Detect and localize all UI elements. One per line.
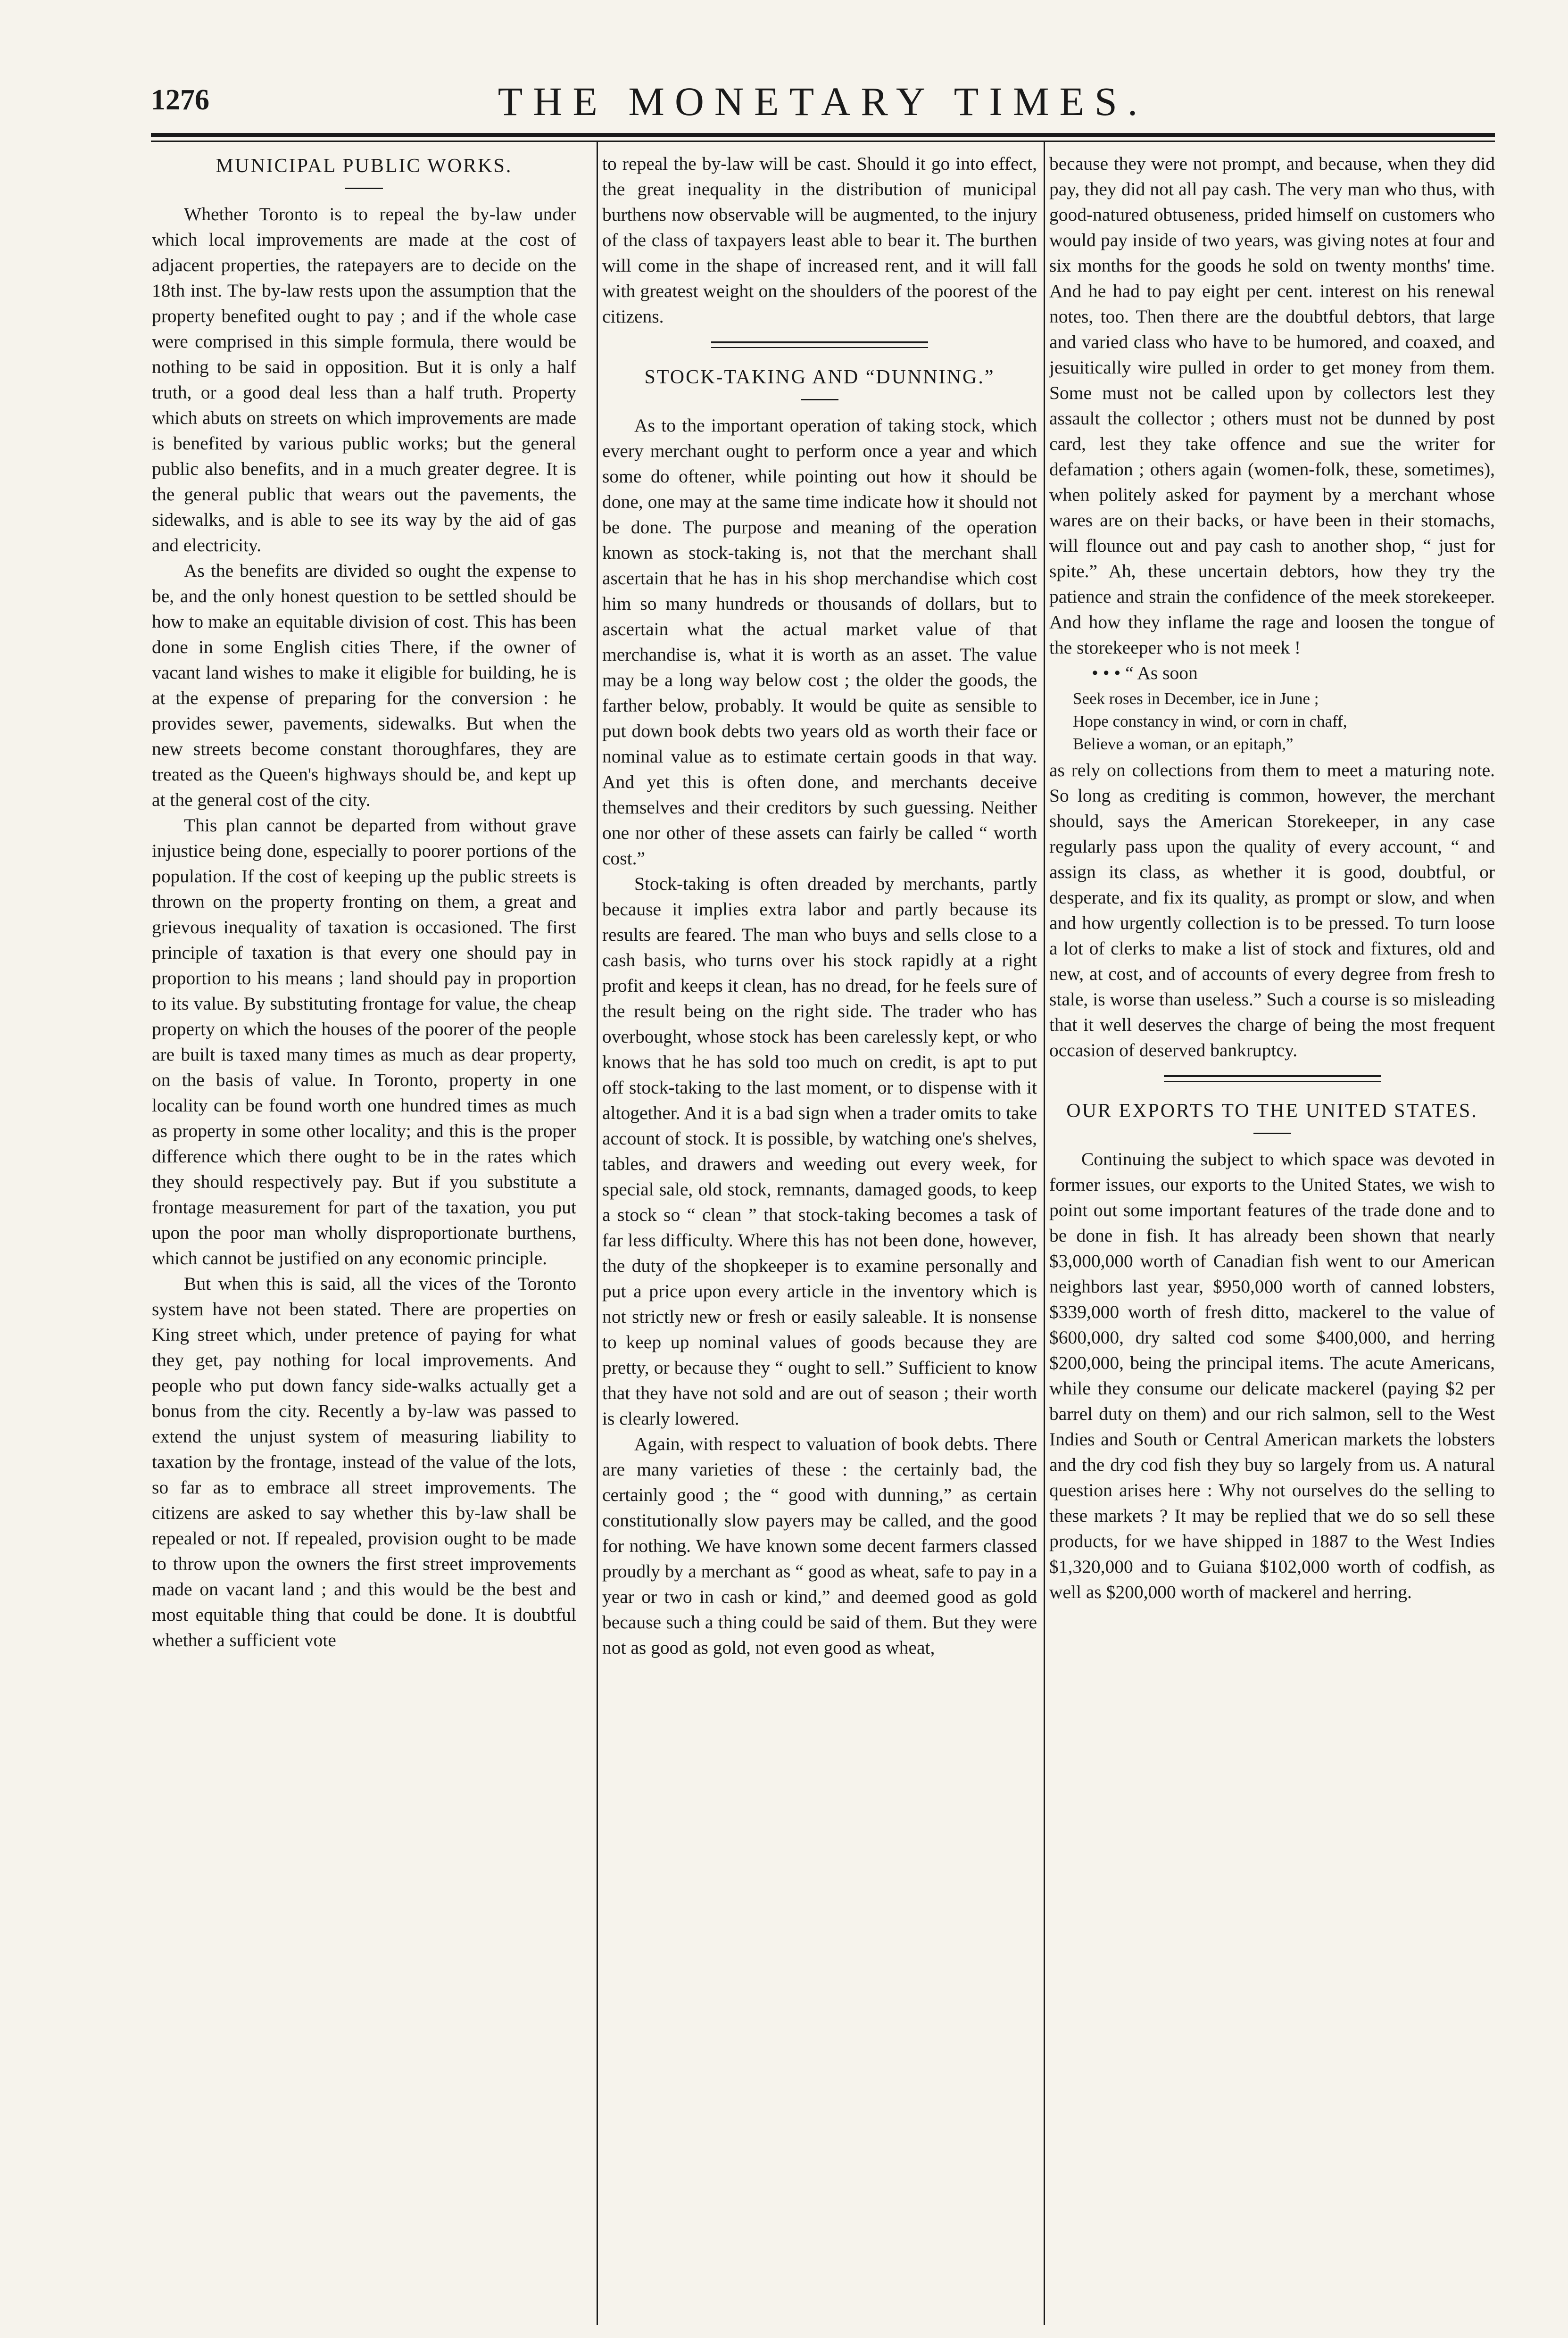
- verse-line: Seek roses in December, ice in June ;: [1073, 689, 1319, 708]
- column-1: [152, 151, 576, 2330]
- verse-quote: [1049, 688, 1495, 755]
- paragraph: Again, with respect to valuation of book debts. There are many varieties of these : the certainly bad, the certainly good ; the “ good with dunning,” as certain constitutionally slow payers may be called, and the good for nothing. We have known some decent farmers classed proudly by a merchant as “ good as wheat, safe to pay in a year or two in cash or kind,” and deemed good as gold because such a thing could be said of them. But they were not as good as gold, not even good as wheat,: [602, 1434, 1037, 1658]
- verse-line: Believe a woman, or an epitaph,”: [1073, 735, 1294, 753]
- article-heading-stock-taking: STOCK-TAKING AND “DUNNING.”: [644, 366, 995, 388]
- article-heading-exports: OUR EXPORTS TO THE UNITED STATES.: [1066, 1100, 1478, 1122]
- column-divider-1: [597, 141, 598, 2325]
- verse-line: Hope constancy in wind, or corn in chaff,: [1073, 712, 1347, 730]
- paragraph: Whether Toronto is to repeal the by-law under which local improvements are made at the cost of adjacent properties, the ratepayers are to decide on the 18th inst. The by-law rests upon the assumption that the property benefited ought to pay ; and if the whole case were comprised in this simple formula, there would be nothing to be said in opposition. But it is only a half truth, or a good deal less than a half truth. Property which abuts on streets on which improvements are made is benefited by various public works; but the general public also benefits, and in a much greater degree. It is the general public that wears out the pavements, the sidewalks, and is able to see its way by the aid of gas and electricity.: [152, 204, 576, 555]
- paragraph: This plan cannot be departed from without grave injustice being done, especially to poorer portions of the population. If the cost of keeping up the public streets is thrown on the property fronting on them, a great and grievous inequality of taxation is occasioned. The first principle of taxation is that every one should pay in proportion to his means ; land should pay in proportion to its value. By substituting frontage for value, the cheap property on which the houses of the poorer of the people are built is taxed many times as much as dear property, on the basis of value. In Toronto, property in one locality can be found worth one hundred times as much as property in some other locality; and this is the proper difference which there ought to be in the rates which they should respectively pay. But if you substitute a frontage measurement for part of the taxation, you put upon the poor man wholly disproportionate burthens, which cannot be justified on any economic principle.: [152, 815, 576, 1268]
- column-2: [602, 151, 1037, 2330]
- section-divider: [1164, 1075, 1381, 1082]
- heading-rule: [1253, 1133, 1291, 1134]
- column-3: [1049, 151, 1495, 2330]
- paragraph: Stock-taking is often dreaded by merchants, partly because it implies extra labor and partly because its results are feared. The man who buys and sells close to a cash basis, who turns over his stock rapidly at a right profit and keeps it clean, has no dread, for he feels sure of the result being on the right side. The trader who has overbought, whose stock has been carelessly kept, or who knows that he has sold too much on credit, is apt to put off stock-taking to the last moment, or to dispense with it altogether. And it is a bad sign when a trader omits to take account of stock. It is possible, by watching one's shelves, tables, and drawers and weeding out every week, for special sale, old stock, remnants, damaged goods, to keep a stock so “ clean ” that stock-taking becomes a task of far less difficulty. Where this has not been done, however, the duty of the shopkeeper is to examine personally and put a price upon every article in the inventory which is not strictly new or fresh or easily saleable. It is nonsense to keep up nominal values of goods because they are pretty, or because they “ ought to sell.” Sufficient to know that they have not sold and are out of season ; their worth is clearly lowered.: [602, 873, 1037, 1429]
- page-number: 1276: [151, 84, 209, 116]
- section-divider: [711, 341, 928, 348]
- verse-intro: • • • “ As soon: [1092, 663, 1198, 683]
- header-rule-thin: [151, 141, 1495, 142]
- paragraph: because they were not prompt, and because, when they did pay, they did not all pay cash. The very man who thus, with good-natured obtuseness, prided himself on customers who would pay inside of two years, was giving notes at four and six months for the goods he sold on twenty months' time. And he had to pay eight per cent. interest on his renewal notes, too. Then there are the doubtful debtors, that large and varied class who have to be humored, and coaxed, and jesuitically wire pulled in order to get money from them. Some must not be called upon by collectors lest they assault the collector ; others must not be dunned by post card, lest they take offence and sue the writer for defamation ; others again (women-folk, these, sometimes), when politely asked for payment by a merchant whose wares are on their backs, or have been in their stomachs, will flounce out and pay cash to another shop, “ just for spite.” Ah, these uncertain debtors, how they try the patience and strain the confidence of the meek storekeeper. And how they inflame the rage and loosen the tongue of the storekeeper who is not meek !: [1049, 153, 1495, 658]
- heading-rule: [345, 188, 383, 189]
- header-rule-thick: [151, 133, 1495, 137]
- paragraph: But when this is said, all the vices of the Toronto system have not been stated. There are properties on King street which, under pretence of paying for what they get, pay nothing for local improvements. And people who put down fancy side-walks actually get a bonus from the city. Recently a by-law was passed to extend the unjust system of measuring liability to taxation by the frontage, instead of the value of the lots, so far as to embrace all street improvements. The citizens are asked to say whether this by-law shall be repealed or not. If repealed, provision ought to be made to throw upon the owners the first street improvements made on vacant land ; and this would be the best and most equitable thing that could be done. It is doubtful whether a sufficient vote: [152, 1273, 576, 1650]
- masthead: [151, 78, 1495, 130]
- paragraph: as rely on collections from them to meet a maturing note. So long as crediting is common, however, the merchant should, says the American Storekeeper, in any case regularly pass upon the quality of every account, “ and assign its class, as whether it is good, doubtful, or desperate, and fix its quality, as prompt or slow, and when and how urgently collection is to be pressed. To turn loose a lot of clerks to make a list of stock and fixtures, old and new, at cost, and of accounts of every degree from fresh to stale, is worse than useless.” Such a course is so misleading that it well deserves the charge of being the most frequent occasion of deserved bankruptcy.: [1049, 760, 1495, 1061]
- heading-rule: [801, 399, 838, 400]
- paragraph: As to the important operation of taking stock, which every merchant ought to perform once a year and which some do oftener, while pointing out how it should be done, one may at the same time indicate how it should not be done. The purpose and meaning of the operation known as stock-taking is, not that the merchant shall ascertain that he has in his shop merchandise which cost him so many hundreds or thousands of dollars, but to ascertain what the actual market value of that merchandise is, what it is worth as an asset. The value may be a long way below cost ; the older the goods, the farther below, probably. It would be quite as sensible to put down book debts two years old as worth their face or nominal value as to estimate certain goods in that way. And yet this is often done, and merchants deceive themselves and their creditors by such guessing. Neither one nor other of these assets can fairly be called “ worth cost.”: [602, 415, 1037, 869]
- column-divider-2: [1044, 141, 1045, 2325]
- paragraph: Continuing the subject to which space was devoted in former issues, our exports to the United States, we wish to point out some important features of the trade done and to be done in fish. It has already been shown that nearly $3,000,000 worth of Canadian fish went to our American neighbors last year, $950,000 worth of canned lobsters, $339,000 worth of fresh ditto, mackerel to the value of $600,000, dry salted cod some $400,000, and herring $200,000, being the principal items. The acute Americans, while they consume our delicate mackerel (paying $2 per barrel duty on them) and our rich salmon, sell to the West Indies and South or Central American markets the lobsters and the dry cod fish they buy so largely from us. A natural question arises here : Why not ourselves do the selling to these markets ? It may be replied that we do so sell these products, for we have shipped in 1887 to the West Indies $1,320,000 and to Guiana $102,000 worth of codfish, as well as $200,000 worth of mackerel and herring.: [1049, 1149, 1495, 1602]
- newspaper-title: THE MONETARY TIMES.: [498, 79, 1148, 124]
- article-heading-municipal-public-works: MUNICIPAL PUBLIC WORKS.: [216, 155, 513, 177]
- paragraph: As the benefits are divided so ought the expense to be, and the only honest question to be settled should be how to make an equitable division of cost. This has been done in some English cities There, if the owner of vacant land wishes to make it eligible for building, he is at the expense of preparing for the conversion : he provides sewer, pavements, sidewalks. But when the new streets become constant thoroughfares, they are treated as the Queen's highways should be, and kept up at the general cost of the city.: [152, 560, 576, 810]
- paragraph: to repeal the by-law will be cast. Should it go into effect, the great inequality in the distribution of municipal burthens now observable will be augmented, to the injury of the class of taxpayers least able to bear it. The burthen will come in the shape of increased rent, and it will fall with greatest weight on the shoulders of the poorest of the citizens.: [602, 153, 1037, 327]
